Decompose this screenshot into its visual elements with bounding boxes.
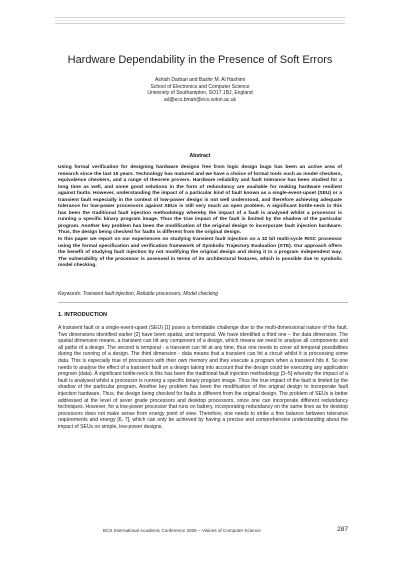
- section-divider: [58, 302, 348, 303]
- author-block: [0, 77, 400, 103]
- header-rule: [55, 17, 345, 18]
- abstract-paragraph: Using formal verification for designing hardware designs free from logic design bugs has been an active area of research since the last 15 years. Technology has matured and we have a choice of formal tools such as model checkers, equivalence checkers, and a range of theorem provers. Hardware reliability and fault tolerance has been studied for a long time as well, and some good solutions in the form of redundancy are available for making hardware resilient against faults. However, understanding the impact of a particular kind of fault known as a single-event-upset (SEU) or a transient fault especially in the context of low-power design is not well understood, and therefore achieving adequate tolerance for low-power processors against SEUs is still very much an open problem. A significant bottle-neck in this has been the traditional fault injection methodology whereby the impact of a fault is analysed whilst a processor is running a specific binary program image. Thus the true impact of the fault is limited by the shadow of the particular program. Another key problem has been the modification of the original design to incorporate fault injection hardware. Thus, the design being checked for faults is different from the original design.: [58, 165, 342, 236]
- abstract-heading: Abstract: [189, 153, 211, 159]
- abstract-body: [58, 165, 342, 270]
- abstract-paragraph: In this paper we report on our experiences on studying transient fault injection on a 32 bit multi-cycle RISC processor using the formal specification and verification framework of Symbolic Trajectory Evaluation (STE). Our approach offers the benefit of studying fault injection by not modifying the original design and doing it in a program independent way. The vulnerability of the processor is assessed in terms of its architectural features, which is possible due to symbolic model checking.: [58, 237, 342, 269]
- header-rule: [55, 20, 345, 21]
- affiliation-department: School of Electronics and Computer Science: [150, 83, 250, 90]
- introduction-body: [58, 325, 348, 431]
- affiliation-university: University of Southampton, SO17 1BJ, England: [147, 90, 253, 97]
- section-heading: 1. INTRODUCTION: [58, 312, 108, 318]
- keywords: Keywords: Transient fault injection, Reliable processors, Model checking: [58, 291, 218, 297]
- author-email: ad@ecs.bmah@ecs.soton.ac.uk: [163, 96, 237, 103]
- page-footer: BCS International Academic Conference 2008 – Visions of Computer Science: [103, 528, 261, 533]
- body-paragraph: A transient fault or a single-event-upset (SEU) [1] poses a formidable challenge due to the multi-dimensional nature of the fault. Two dimensions identified earlier [2] have been spatial, and temporal. We have identified a third one – the data dimension. The spatial dimension means, a transient can hit any component of a design, which means we need to analyse all components and all paths of a design. The second is temporal - a transient can hit at any time, thus one needs to cover all temporal possibilities during the running of a design. The third dimension - data means that a transient can hit a circuit whilst it is processing some data. This is especially true of processors with their own memory and they execute a program when a transient hits it. So one needs to analyse the effect of a transient fault on a design taking into account that the design could be executing any application program (data). A significant bottle-neck in this has been the traditional fault injection methodology [3–5] whereby the impact of a fault is analysed whilst a processor is running a specific binary program image. Thus the true impact of the fault is limited by the shadow of the particular program. Another key problem has been the modification of the original design to incorporate fault injection hardware. Thus, the design being checked for faults is different from the original design. The problem of SEUs is better addressed at the level of sever grade processors and desktop processors, since one can incorporate different redundancy techniques. However, for a low-power processor that runs on battery, incorporating redundancy on the same lines as for desktop processors does not make sense from energy point of view. Therefore, one needs to strike a fine balance between tolerance requirements and energy [6, 7], which can only be achieved by having a precise and comprehensive understanding about the impact of SEUs on simple, low-power designs.: [58, 325, 348, 430]
- paper-title: Hardware Dependability in the Presence of Soft Errors: [67, 54, 333, 66]
- header-rules: [55, 17, 345, 26]
- page-number: 287: [337, 526, 348, 533]
- header-rule: [55, 23, 345, 24]
- author-names: Ashish Darbari and Bashir M. Al Hashimi: [154, 77, 246, 83]
